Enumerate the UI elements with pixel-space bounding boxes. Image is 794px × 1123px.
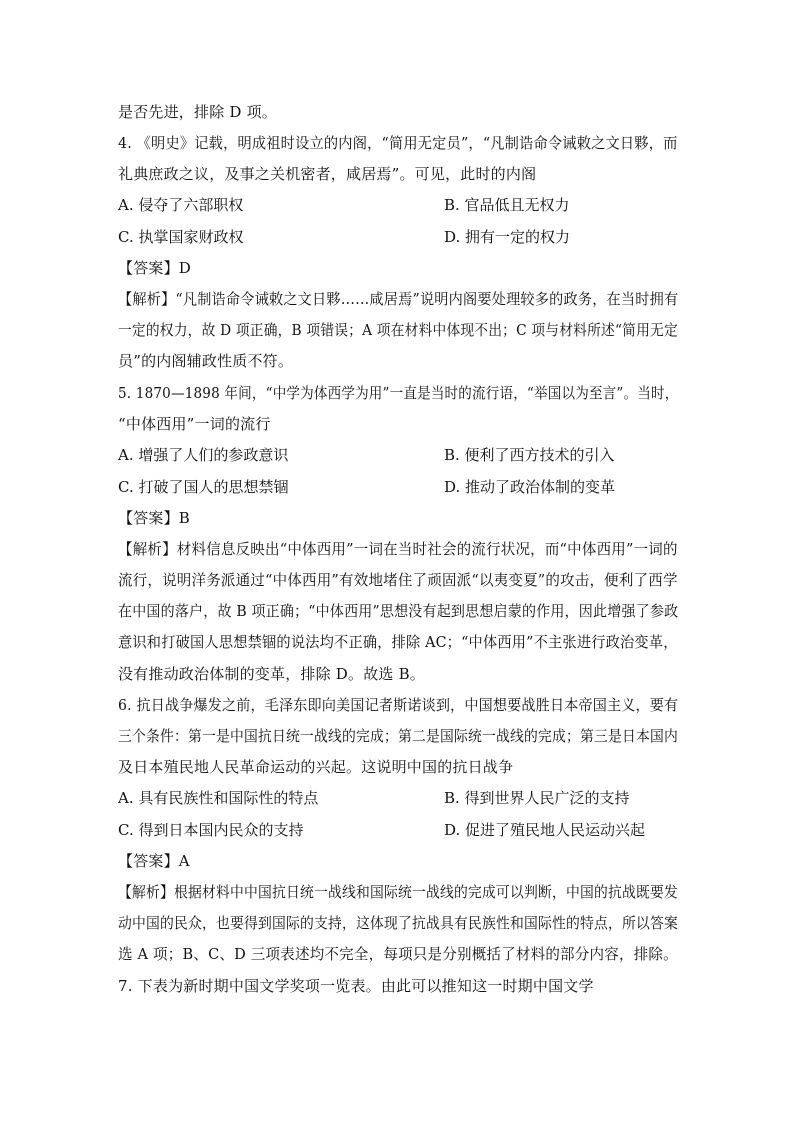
question-5-explanation: 在中国的落户，故 B 项正确；“中体西用”思想没有起到思想启蒙的作用，因此增强了参政 (118, 602, 679, 620)
question-5-explanation: 【解析】材料信息反映出“中体西用”一词在当时社会的流行状况，而“中体西用”一词的 (118, 540, 678, 558)
question-5-stem-cont: “中体西用”一词的流行 (118, 415, 271, 433)
question-4-explanation: 一定的权力，故 D 项正确，B 项错误；A 项在材料中体现不出；C 项与材料所述“简用无定 (118, 321, 678, 339)
question-4-explanation: 【解析】“凡制诰命令诫敕之文日夥……咸居焉”说明内阁要处理较多的政务，在当时拥有 (118, 290, 679, 308)
question-6-option-a: A. 具有民族性和国际性的特点 (118, 789, 319, 807)
question-5-answer: 【答案】B (118, 509, 191, 527)
question-6-option-b: B. 得到世界人民广泛的支持 (444, 789, 630, 807)
question-4-explanation: 员”的内阁辅政性质不符。 (118, 352, 294, 370)
question-4-option-c: C. 执掌国家财政权 (118, 228, 244, 246)
question-4-stem: 4. 《明史》记载，明成祖时设立的内阁，“简用无定员”，“凡制诰命令诫敕之文日夥，而 (118, 134, 678, 152)
question-6-stem-cont: 三个条件：第一是中国抗日统一战线的完成；第二是国际统一战线的完成；第三是日本国内 (118, 727, 679, 745)
question-4-option-a: A. 侵夺了六部职权 (118, 196, 244, 214)
question-6-stem-cont: 及日本殖民地人民革命运动的兴起。这说明中国的抗日战争 (118, 758, 514, 776)
question-6-explanation: 【解析】根据材料中中国抗日统一战线和国际统一战线的完成可以判断，中国的抗战既要发 (118, 883, 679, 901)
question-6-stem: 6. 抗日战争爆发之前，毛泽东即向美国记者斯诺谈到，中国想要战胜日本帝国主义，要有 (118, 696, 679, 714)
question-4-answer: 【答案】D (118, 259, 192, 277)
question-5-option-c: C. 打破了国人的思想禁锢 (118, 478, 289, 496)
question-6-option-c: C. 得到日本国内民众的支持 (118, 821, 304, 839)
question-6-explanation: 动中国的民众，也要得到国际的支持，这体现了抗战具有民族性和国际性的特点，所以答案 (118, 914, 679, 932)
question-4-option-d: D. 拥有一定的权力 (444, 228, 571, 246)
question-5-explanation: 流行，说明洋务派通过“中体西用”有效地堵住了顽固派“以夷变夏”的攻击，便利了西学 (118, 571, 678, 589)
question-5-option-b: B. 便利了西方技术的引入 (444, 446, 615, 464)
text-line: 是否先进，排除 D 项。 (118, 103, 277, 121)
question-5-explanation: 意识和打破国人思想禁锢的说法均不正确，排除 AC；“中体西用”不主张进行政治变革， (118, 633, 678, 651)
question-7-stem: 7. 下表为新时期中国文学奖项一览表。由此可以推知这一时期中国文学 (118, 977, 594, 995)
question-4-option-b: B. 官品低且无权力 (444, 196, 570, 214)
question-5-option-d: D. 推动了政治体制的变革 (444, 478, 616, 496)
question-6-answer: 【答案】A (118, 852, 190, 870)
question-6-option-d: D. 促进了殖民地人民运动兴起 (444, 821, 646, 839)
question-5-explanation: 没有推动政治体制的变革，排除 D。故选 B。 (118, 665, 425, 683)
question-5-stem: 5. 1870—1898 年间，“中学为体西学为用”一直是当时的流行语，“举国以为至言”。当时， (118, 384, 679, 402)
question-5-option-a: A. 增强了人们的参政意识 (118, 446, 289, 464)
question-6-explanation: 选 A 项；B、C、D 三项表述均不完全，每项只是分别概括了材料的部分内容，排除。 (118, 945, 678, 963)
question-4-stem-cont: 礼典庶政之议，及事之关机密者，咸居焉”。可见，此时的内阁 (118, 165, 537, 183)
